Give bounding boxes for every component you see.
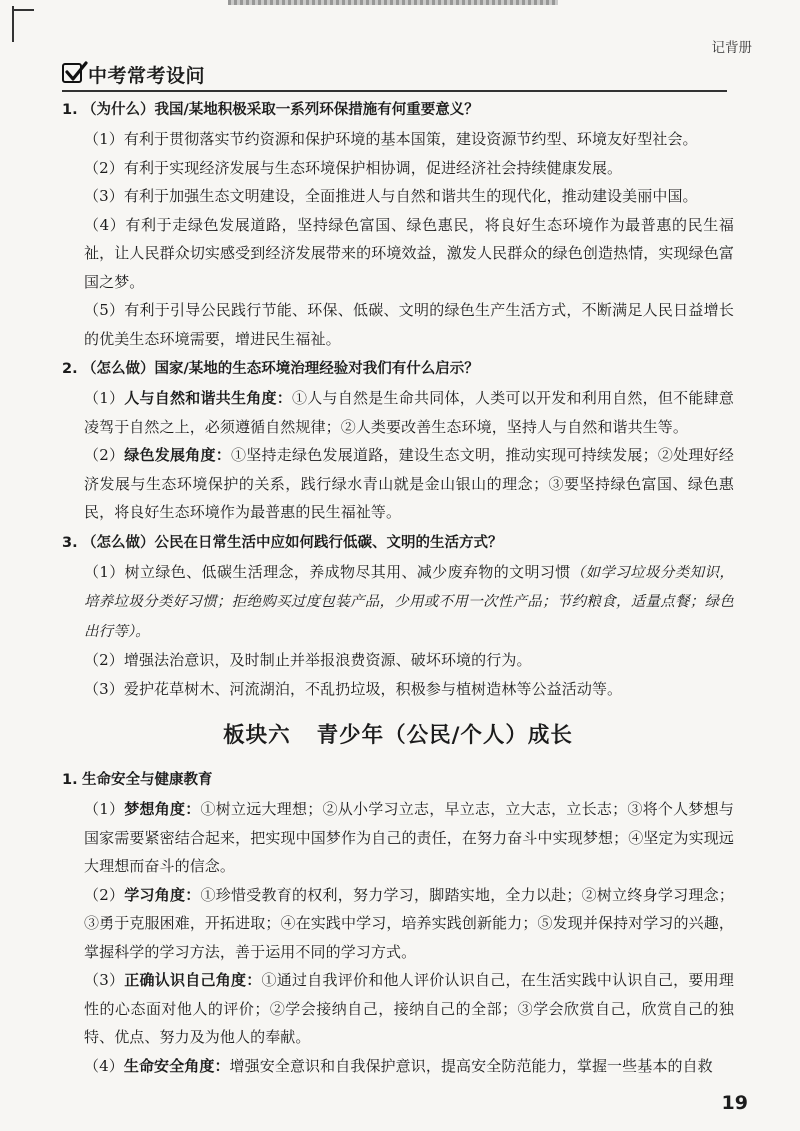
item-prefix: （1） xyxy=(84,800,125,818)
answer-item: （5）有利于引导公民践行节能、环保、低碳、文明的绿色生产生活方式，不断满足人民日益增长的优美生态环境需要，增进民生福祉。 xyxy=(84,301,734,348)
answer-item xyxy=(62,1052,734,1081)
question-text: （怎么做）公民在日常生活中应如何践行低碳、文明的生活方式？ xyxy=(82,534,503,551)
question-text: （为什么）我国/某地积极采取一系列环保措施有何重要意义？ xyxy=(82,102,479,118)
item-body: ①珍惜受教育的权利，努力学习，脚踏实地，全力以赴；②树立终身学习理念；③勇于克服困难，开拓进取；④在实践中学习，培养实践创新能力；⑤发现并保持对学习的兴趣，掌握科学的学习方法，善于运用不同的学习方式。 xyxy=(84,885,734,961)
block-name: 青少年（公民/个人）成长 xyxy=(316,723,573,748)
answer-item: （3）有利于加强生态文明建设，全面推进人与自然和谐共生的现代化，推动建设美丽中国。 xyxy=(84,187,698,205)
answer-item xyxy=(62,441,734,527)
item-body: ①人与自然是生命共同体，人类可以开发和利用自然，但不能肆意凌驾于自然之上，必须遵循自然规律；②人类要改善生态环境，坚持人与自然和谐共生等。 xyxy=(84,389,735,436)
question-1 xyxy=(62,95,734,125)
item-body: ①坚持走绿色发展道路，建设生态文明，推动实现可持续发展；②处理好经济发展与生态环境保护的关系，践行绿水青山就是金山银山的理念；③要坚持绿色富国、绿色惠民，将良好生态环境作为最普惠的民生福祉等。 xyxy=(84,446,735,521)
answer-item: （3）爱护花草树木、河流湖泊，不乱扔垃圾，积极参与植树造林等公益活动等。 xyxy=(84,679,623,698)
question-number: 3. xyxy=(62,534,78,551)
handwritten-note: （如学习垃圾分类知识，培养垃圾分类好习惯；拒绝购买过度包装产品，少用或不用一次性产品；节约粮食，适量点餐；绿色出行等）。 xyxy=(84,564,734,640)
section-title: 中考常考设问 xyxy=(88,65,206,87)
item-body: ①通过自我评价和他人评价认识自己，在生活实践中认识自己，要用理性的心态面对他人的评价；②学会接纳自己，接纳自己的全部；③学会欣赏自己，欣赏自己的独特、优点、努力及为他人的奉献。 xyxy=(84,971,735,1046)
question-number: 1. xyxy=(62,772,78,788)
question-3 xyxy=(62,528,734,558)
answer-item xyxy=(62,881,734,967)
item-prefix: （2） xyxy=(84,885,125,904)
item-label: 正确认识自己角度： xyxy=(124,971,262,989)
checkbox-check-icon xyxy=(62,63,82,83)
main-content xyxy=(62,94,734,1080)
block-title xyxy=(62,721,734,751)
running-header: 记背册 xyxy=(711,40,752,56)
block-number: 板块六 xyxy=(223,723,291,748)
item-body: 增强安全意识和自我保护意识，提高安全防范能力，掌握一些基本的自救 xyxy=(229,1056,713,1075)
item-body: ①树立远大理想；②从小学习立志，早立志，立大志，立长志；③将个人梦想与国家需要紧密结合起来，把实现中国梦作为自己的责任，在努力奋斗中实现梦想；④坚定为实现远大理想而奋斗的信念。 xyxy=(84,800,734,875)
answer-item: （2）有利于实现经济发展与生态环境保护相协调，促进经济社会持续健康发展。 xyxy=(84,158,623,177)
answer-item: （1）有利于贯彻落实节约资源和保护环境的基本国策，建设资源节约型、环境友好型社会。 xyxy=(84,130,698,148)
item-prefix: （4） xyxy=(84,1056,124,1075)
block-question-1 xyxy=(62,765,734,795)
item-label: 人与自然和谐共生角度： xyxy=(124,389,293,407)
question-number: 1. xyxy=(62,102,78,118)
item-body: （1）树立绿色、低碳生活理念，养成物尽其用、减少废弃物的文明习惯 xyxy=(84,562,571,581)
item-label: 梦想角度： xyxy=(124,800,201,818)
question-text: （怎么做）国家/某地的生态环境治理经验对我们有什么启示？ xyxy=(82,361,479,377)
item-label: 学习角度： xyxy=(124,885,201,904)
question-2 xyxy=(62,354,734,384)
page-number: 19 xyxy=(721,1092,748,1114)
answer-item xyxy=(62,795,734,881)
answer-item xyxy=(62,384,734,441)
item-prefix: （1） xyxy=(84,389,125,407)
answer-item xyxy=(62,558,734,647)
item-label: 生命安全角度： xyxy=(123,1056,230,1075)
question-text: 生命安全与健康教育 xyxy=(82,772,213,788)
answer-item: （4）有利于走绿色发展道路，坚持绿色富国、绿色惠民，将良好生态环境作为最普惠的民生福祉，让人民群众切实感受到经济发展带来的环境效益，激发人民群众的绿色创造热情，实现绿色富国之梦。 xyxy=(84,215,734,291)
answer-item xyxy=(62,966,734,1052)
item-prefix: （3） xyxy=(84,971,125,989)
item-label: 绿色发展角度： xyxy=(124,446,232,464)
answer-item: （2）增强法治意识，及时制止并举报浪费资源、破坏环境的行为。 xyxy=(84,651,532,669)
item-prefix: （2） xyxy=(84,446,125,464)
crop-mark xyxy=(12,6,34,42)
top-decorative-rule xyxy=(228,0,558,5)
section-heading xyxy=(62,60,727,92)
question-number: 2. xyxy=(62,361,78,377)
